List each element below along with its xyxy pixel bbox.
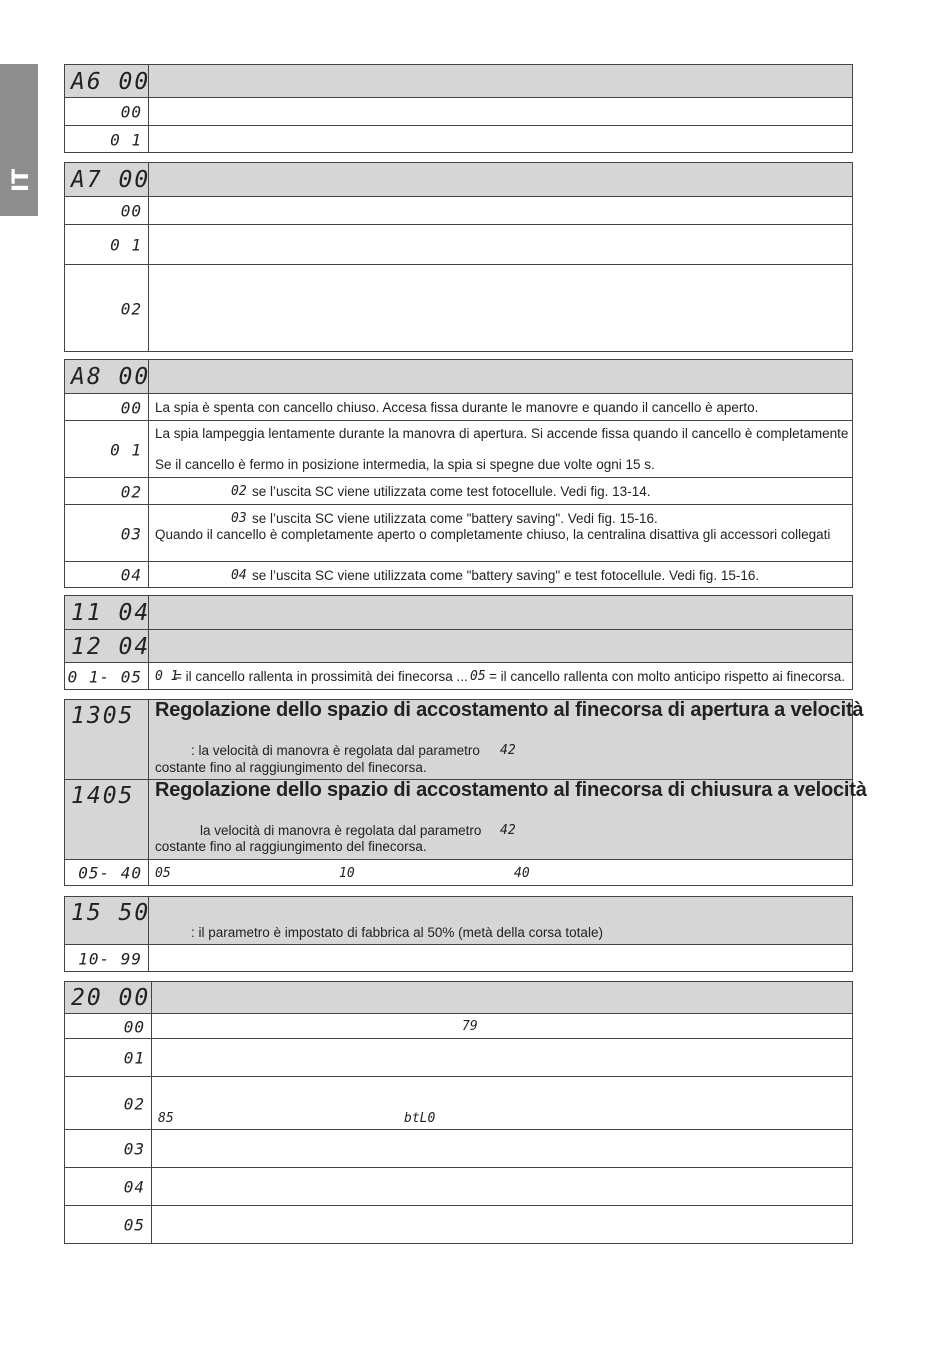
- description-text: se l’uscita SC viene utilizzata come test fotocellule. Vedi fig. 13-14.: [252, 484, 651, 499]
- inline-code: 02: [231, 484, 247, 499]
- table-row: [65, 699, 864, 780]
- value-code: 05: [123, 1215, 145, 1234]
- inline-code: 85: [158, 1111, 174, 1126]
- table-row: [65, 224, 852, 265]
- parameter-table-11-12: [64, 595, 853, 690]
- table-row: [65, 1205, 852, 1243]
- value-code: 0 1: [110, 235, 142, 255]
- inline-code: 0 1: [155, 669, 179, 684]
- table-row: [65, 504, 852, 562]
- language-label: IT: [9, 168, 34, 192]
- description-text: se l’uscita SC viene utilizzata come "battery saving" e test fotocellule. Vedi fig. 15-16.: [252, 568, 760, 583]
- value-code: 00: [120, 398, 142, 417]
- parameter-table-a8: [64, 359, 853, 588]
- table-row: [65, 779, 867, 860]
- param-code: 1405: [71, 783, 135, 809]
- table-row: [65, 561, 852, 588]
- description-text: = il cancello rallenta in prossimità dei finecorsa ...: [174, 669, 468, 684]
- section-title: Regolazione dello spazio di accostamento al finecorsa di apertura a velocità: [155, 699, 864, 721]
- description-text: costante fino al raggiungimento del finecorsa.: [155, 760, 427, 775]
- parameter-table-a7: [64, 162, 853, 352]
- table-row: [65, 196, 852, 225]
- description-text: La spia è spenta con cancello chiuso. Accesa fissa durante le manovre e quando il cancello è aperto.: [155, 400, 759, 415]
- param-code: A7 00: [71, 167, 151, 193]
- table-row: [65, 1076, 852, 1130]
- value-code: 04: [123, 1177, 145, 1197]
- table-row: [65, 1038, 852, 1077]
- table-row: [65, 629, 852, 663]
- table-row: [65, 65, 852, 98]
- inline-code: 42: [500, 823, 516, 838]
- param-code: 20 00: [71, 985, 151, 1011]
- inline-code: 42: [500, 743, 516, 758]
- table-row: [65, 1167, 852, 1206]
- param-code: 1305: [71, 703, 135, 729]
- value-range: 10- 99: [78, 949, 142, 968]
- table-row: [65, 859, 852, 886]
- section-title: Regolazione dello spazio di accostamento al finecorsa di chiusura a velocità: [155, 779, 867, 801]
- inline-code: 79: [462, 1019, 478, 1034]
- table-row: [65, 125, 852, 153]
- value-code: 03: [123, 1139, 145, 1159]
- parameter-table-15: [64, 896, 853, 972]
- table-row: [65, 662, 852, 690]
- table-row: [65, 97, 852, 126]
- param-code: 12 04: [71, 633, 151, 660]
- param-code-cell: [65, 65, 149, 98]
- description-text: Se il cancello è fermo in posizione intermedia, la spia si spegne due volte ogni 15 s.: [155, 457, 655, 472]
- table-row: [65, 477, 852, 505]
- table-row: [65, 393, 852, 421]
- table-row: [65, 1129, 852, 1168]
- table-row: [65, 264, 852, 352]
- inline-code: 10: [339, 866, 355, 881]
- table-row: [65, 944, 852, 972]
- value-code: 02: [120, 299, 142, 318]
- value-code: 02: [123, 1094, 145, 1113]
- inline-code: 03: [231, 511, 247, 526]
- value-code: 03: [120, 524, 142, 543]
- description-text: La spia lampeggia lentamente durante la manovra di apertura. Si accende fissa quando il cancello è completamente: [155, 426, 849, 441]
- description-text: costante fino al raggiungimento del finecorsa.: [155, 839, 427, 854]
- value-code: 00: [120, 201, 142, 221]
- table-row: [65, 1013, 852, 1039]
- inline-code: 05: [155, 866, 171, 881]
- value-range: 0 1- 05: [67, 667, 142, 686]
- parameter-table-a6: [64, 64, 853, 153]
- table-row: [65, 897, 852, 945]
- value-code: 04: [120, 565, 142, 585]
- description-text: Quando il cancello è completamente aperto o completamente chiuso, la centralina disattiva gli accessori collegati: [155, 527, 831, 542]
- inline-code: 40: [514, 866, 530, 881]
- parameter-table-20: [64, 981, 853, 1244]
- description-text: : la velocità di manovra è regolata dal parametro: [191, 743, 480, 758]
- table-row: [65, 163, 852, 197]
- description-text: = il cancello rallenta con molto anticipo rispetto ai finecorsa.: [489, 669, 846, 684]
- value-code: 00: [123, 1017, 145, 1036]
- value-code: 00: [120, 102, 142, 122]
- param-code: 11 04: [71, 600, 151, 626]
- param-code: A6 00: [71, 68, 151, 95]
- value-code: 02: [120, 482, 142, 501]
- value-range: 05- 40: [78, 863, 142, 883]
- value-code: 01: [123, 1048, 145, 1068]
- description-text: : il parametro è impostato di fabbrica al 50% (metà della corsa totale): [191, 925, 603, 940]
- parameter-table-13-14: [64, 699, 867, 886]
- inline-code: 05: [470, 669, 486, 684]
- table-row: [65, 360, 852, 394]
- value-code: 0 1: [110, 440, 142, 459]
- language-tab: [0, 64, 38, 216]
- value-code: 0 1: [110, 130, 142, 149]
- inline-code: btL0: [404, 1111, 436, 1126]
- table-row: [65, 982, 852, 1014]
- description-text: la velocità di manovra è regolata dal parametro: [200, 823, 482, 838]
- param-code: 15 50: [71, 900, 151, 926]
- table-row: [65, 420, 852, 478]
- description-text: se l’uscita SC viene utilizzata come "battery saving". Vedi fig. 15-16.: [252, 511, 658, 526]
- inline-code: 04: [231, 568, 247, 583]
- param-code: A8 00: [71, 364, 151, 390]
- table-row: [65, 596, 852, 630]
